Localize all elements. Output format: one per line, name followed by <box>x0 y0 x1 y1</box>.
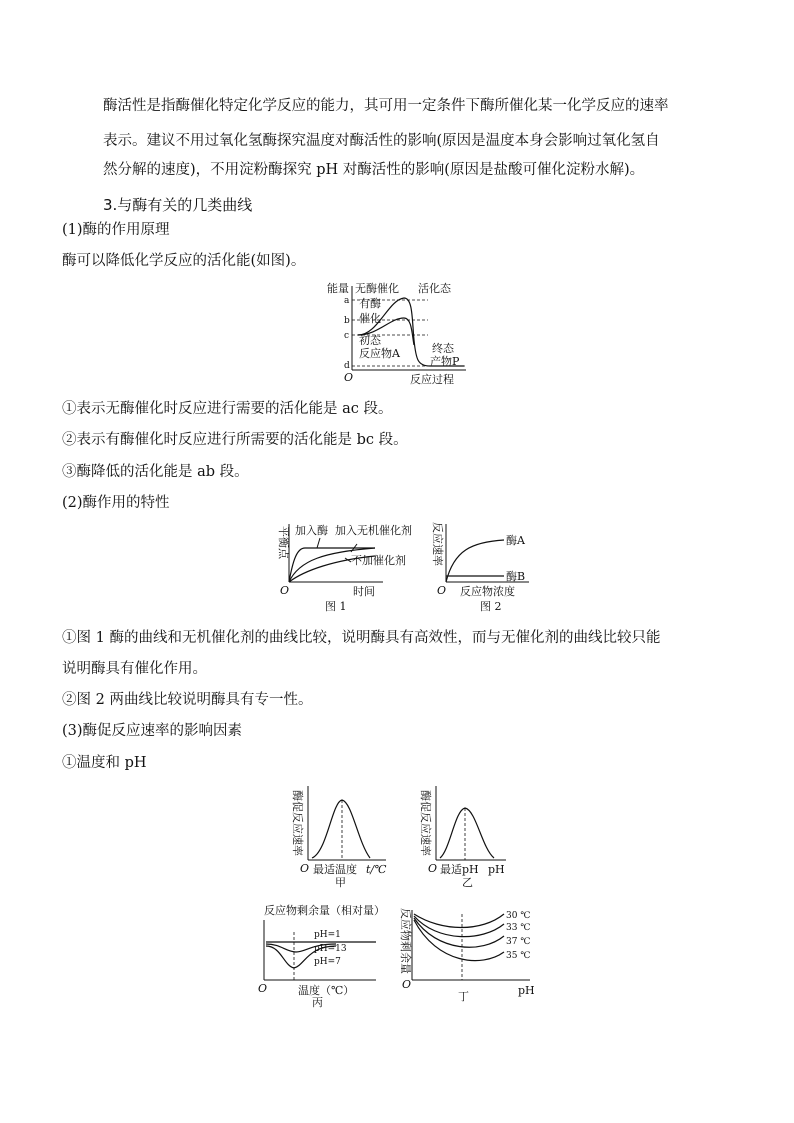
energy-ylabel: 能量 <box>327 282 349 295</box>
bing-origin: O <box>258 982 268 995</box>
intro-line-3: 然分解的速度)，不用淀粉酶探究 pH 对酶活性的影响(原因是盐酸可催化淀粉水解)。 <box>103 162 645 178</box>
yi-xtick: 最适pH <box>440 863 479 876</box>
yi-xunit: pH <box>488 863 505 876</box>
figure-jia-temperature <box>282 782 392 892</box>
sub1-desc: 酶可以降低化学反应的活化能(如图)。 <box>62 253 306 269</box>
label-no-enzyme: 无酶催化 <box>355 282 399 295</box>
bing-xlabel: 温度（℃） <box>298 984 355 997</box>
ding-30c-curve <box>414 914 504 928</box>
fig1-label-inorganic: 加入无机催化剂 <box>335 524 412 537</box>
sub2-point-2: ②图 2 两曲线比较说明酶具有专一性。 <box>62 692 313 708</box>
label-final-1: 终态 <box>432 342 454 355</box>
tick-a: a <box>344 296 350 306</box>
fig2-ylabel: 反应速率 <box>431 522 444 566</box>
bing-ylabel: 反应物剩余量（相对量） <box>264 904 385 917</box>
fig2-caption: 图 2 <box>480 600 502 613</box>
yi-caption: 乙 <box>462 876 473 889</box>
jia-caption: 甲 <box>335 876 346 889</box>
bing-caption: 丙 <box>312 996 323 1009</box>
label-enzyme-1: 有酶 <box>359 297 381 310</box>
figure-2-enzyme-specificity <box>424 520 534 614</box>
fig1-caption: 图 1 <box>325 600 347 613</box>
ding-caption: 丁 <box>458 990 469 1003</box>
ding-label-37: 37 ℃ <box>506 937 531 947</box>
bing-label-ph1: pH=1 <box>314 930 341 940</box>
fig1-label-enzyme: 加入酶 <box>295 524 328 537</box>
tick-c: c <box>344 331 350 341</box>
energy-diagram <box>318 280 478 390</box>
yi-curve <box>440 808 494 858</box>
intro-line-2: 表示。建议不用过氧化氢酶探究温度对酶活性的影响(原因是温度本身会影响过氧化氢自 <box>103 133 660 149</box>
fig1-leader-1 <box>317 538 320 548</box>
intro-line-1: 酶活性是指酶催化特定化学反应的能力，其可用一定条件下酶所催化某一化学反应的速率 <box>103 98 669 114</box>
jia-xunit: t/℃ <box>366 863 387 876</box>
jia-xtick: 最适温度 <box>313 863 357 876</box>
sub1-heading: (1)酶的作用原理 <box>62 222 170 238</box>
sub3-heading: (3)酶促反应速率的影响因素 <box>62 723 243 739</box>
label-active-state: 活化态 <box>418 282 451 295</box>
ding-label-33: 33 ℃ <box>506 923 531 933</box>
yi-ylabel: 酶促反应速率 <box>419 790 432 856</box>
label-final-2: 产物P <box>430 355 460 368</box>
tick-b: b <box>344 316 350 326</box>
sub1-point-1: ①表示无酶催化时反应进行需要的活化能是 ac 段。 <box>62 401 393 417</box>
bing-label-ph7: pH=7 <box>314 957 341 967</box>
yi-origin: O <box>428 862 438 875</box>
label-enzyme-2: 催化 <box>359 312 381 325</box>
section-3-heading: 3.与酶有关的几类曲线 <box>103 196 253 214</box>
jia-curve <box>312 800 370 858</box>
sub1-point-2: ②表示有酶催化时反应进行所需要的活化能是 bc 段。 <box>62 432 408 448</box>
energy-origin: O <box>344 371 354 384</box>
ding-label-30: 30 ℃ <box>506 911 531 921</box>
fig1-xlabel: 时间 <box>353 585 375 598</box>
label-initial-2: 反应物A <box>359 347 400 360</box>
energy-xlabel: 反应过程 <box>410 373 454 386</box>
fig2-label-b: 酶B <box>506 570 526 583</box>
ding-ylabel: 反应物剩余量 <box>399 908 412 974</box>
figure-yi-ph <box>410 782 510 892</box>
fig1-ylabel: 平衡点 <box>277 526 290 559</box>
tick-d: d <box>344 361 350 371</box>
label-initial-1: 初态 <box>359 334 381 347</box>
sub2-heading: (2)酶作用的特性 <box>62 495 170 511</box>
jia-origin: O <box>300 862 310 875</box>
jia-ylabel: 酶促反应速率 <box>291 790 304 856</box>
sub3-item-1: ①温度和 pH <box>62 755 147 771</box>
figure-bing-temperature-ph <box>256 902 388 1010</box>
fig1-label-none: 不加催化剂 <box>351 554 406 567</box>
sub2-point-1: ①图 1 酶的曲线和无机催化剂的曲线比较，说明酶具有高效性，而与无催化剂的曲线比较只能 <box>62 630 661 646</box>
figure-ding-ph-temperature <box>392 902 540 1010</box>
ding-origin: O <box>402 978 412 991</box>
figure-1-catalyst-curves <box>265 520 412 614</box>
ding-label-35: 35 ℃ <box>506 951 531 961</box>
fig2-xlabel: 反应物浓度 <box>460 585 515 598</box>
sub1-point-3: ③酶降低的活化能是 ab 段。 <box>62 464 249 480</box>
ding-xlabel: pH <box>518 984 535 997</box>
fig2-label-a: 酶A <box>506 534 525 547</box>
fig1-origin: O <box>280 584 290 597</box>
fig2-origin: O <box>437 584 447 597</box>
ding-35c-curve <box>414 920 504 961</box>
sub2-point-1-cont: 说明酶具有催化作用。 <box>62 661 207 677</box>
bing-label-ph13: pH=13 <box>314 944 347 954</box>
